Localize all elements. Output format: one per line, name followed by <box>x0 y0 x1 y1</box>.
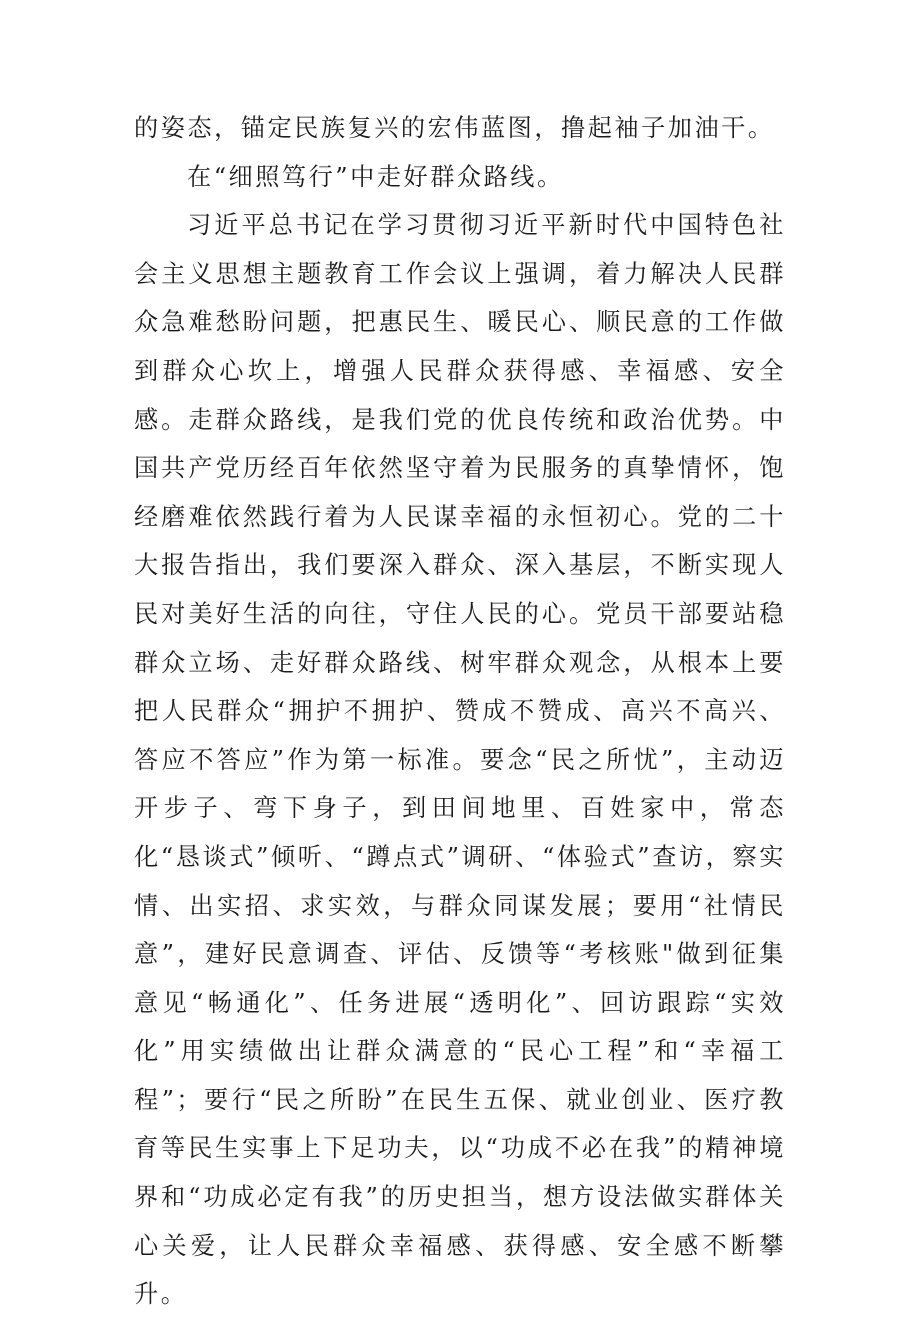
paragraph-continuation: 的姿态，锚定民族复兴的宏伟蓝图，撸起袖子加油干。 <box>134 114 775 142</box>
paragraph-body: 习近平总书记在学习贯彻习近平新时代中国特色社会主义思想主题教育工作会议上强调，着力解决人民群众急难愁盼问题，把惠民生、暖民心、顺民意的工作做到群众心坎上，增强人民群众获得感、幸福感、安全感。走群众路线，是我们党的优良传统和政治优势。中国共产党历经百年依然坚守着为民服务的真挚情怀，饱经磨难依然践行着为人民谋幸福的永恒初心。党的二十大报告指出，我们要深入群众、深入基层，不断实现人民对美好生活的向往，守住人民的心。党员干部要站稳群众立场、走好群众路线、树牢群众观念，从根本上要把人民群众“拥护不拥护、赞成不赞成、高兴不高兴、答应不答应”作为第一标准。要念“民之所忧”，主动迈开步子、弯下身子，到田间地里、百姓家中，常态化“恳谈式”倾听、“蹲点式”调研、“体验式”查访，察实情、出实招、求实效，与群众同谋发展；要用“社情民意”，建好民意调查、评估、反馈等“考核账"做到征集意见“畅通化”、任务进展“透明化”、回访跟踪“实效化”用实绩做出让群众满意的“民心工程”和“幸福工程”；要行“民之所盼”在民生五保、就业创业、医疗教育等民生实事上下足功夫，以“功成不必在我”的精神境界和“功成必定有我”的历史担当，想方设法做实群体关心关爱，让人民群众幸福感、获得感、安全感不断攀升。 <box>134 211 786 1309</box>
document-body <box>134 104 786 1319</box>
section-heading: 在“细照笃行”中走好群众路线。 <box>187 162 564 191</box>
